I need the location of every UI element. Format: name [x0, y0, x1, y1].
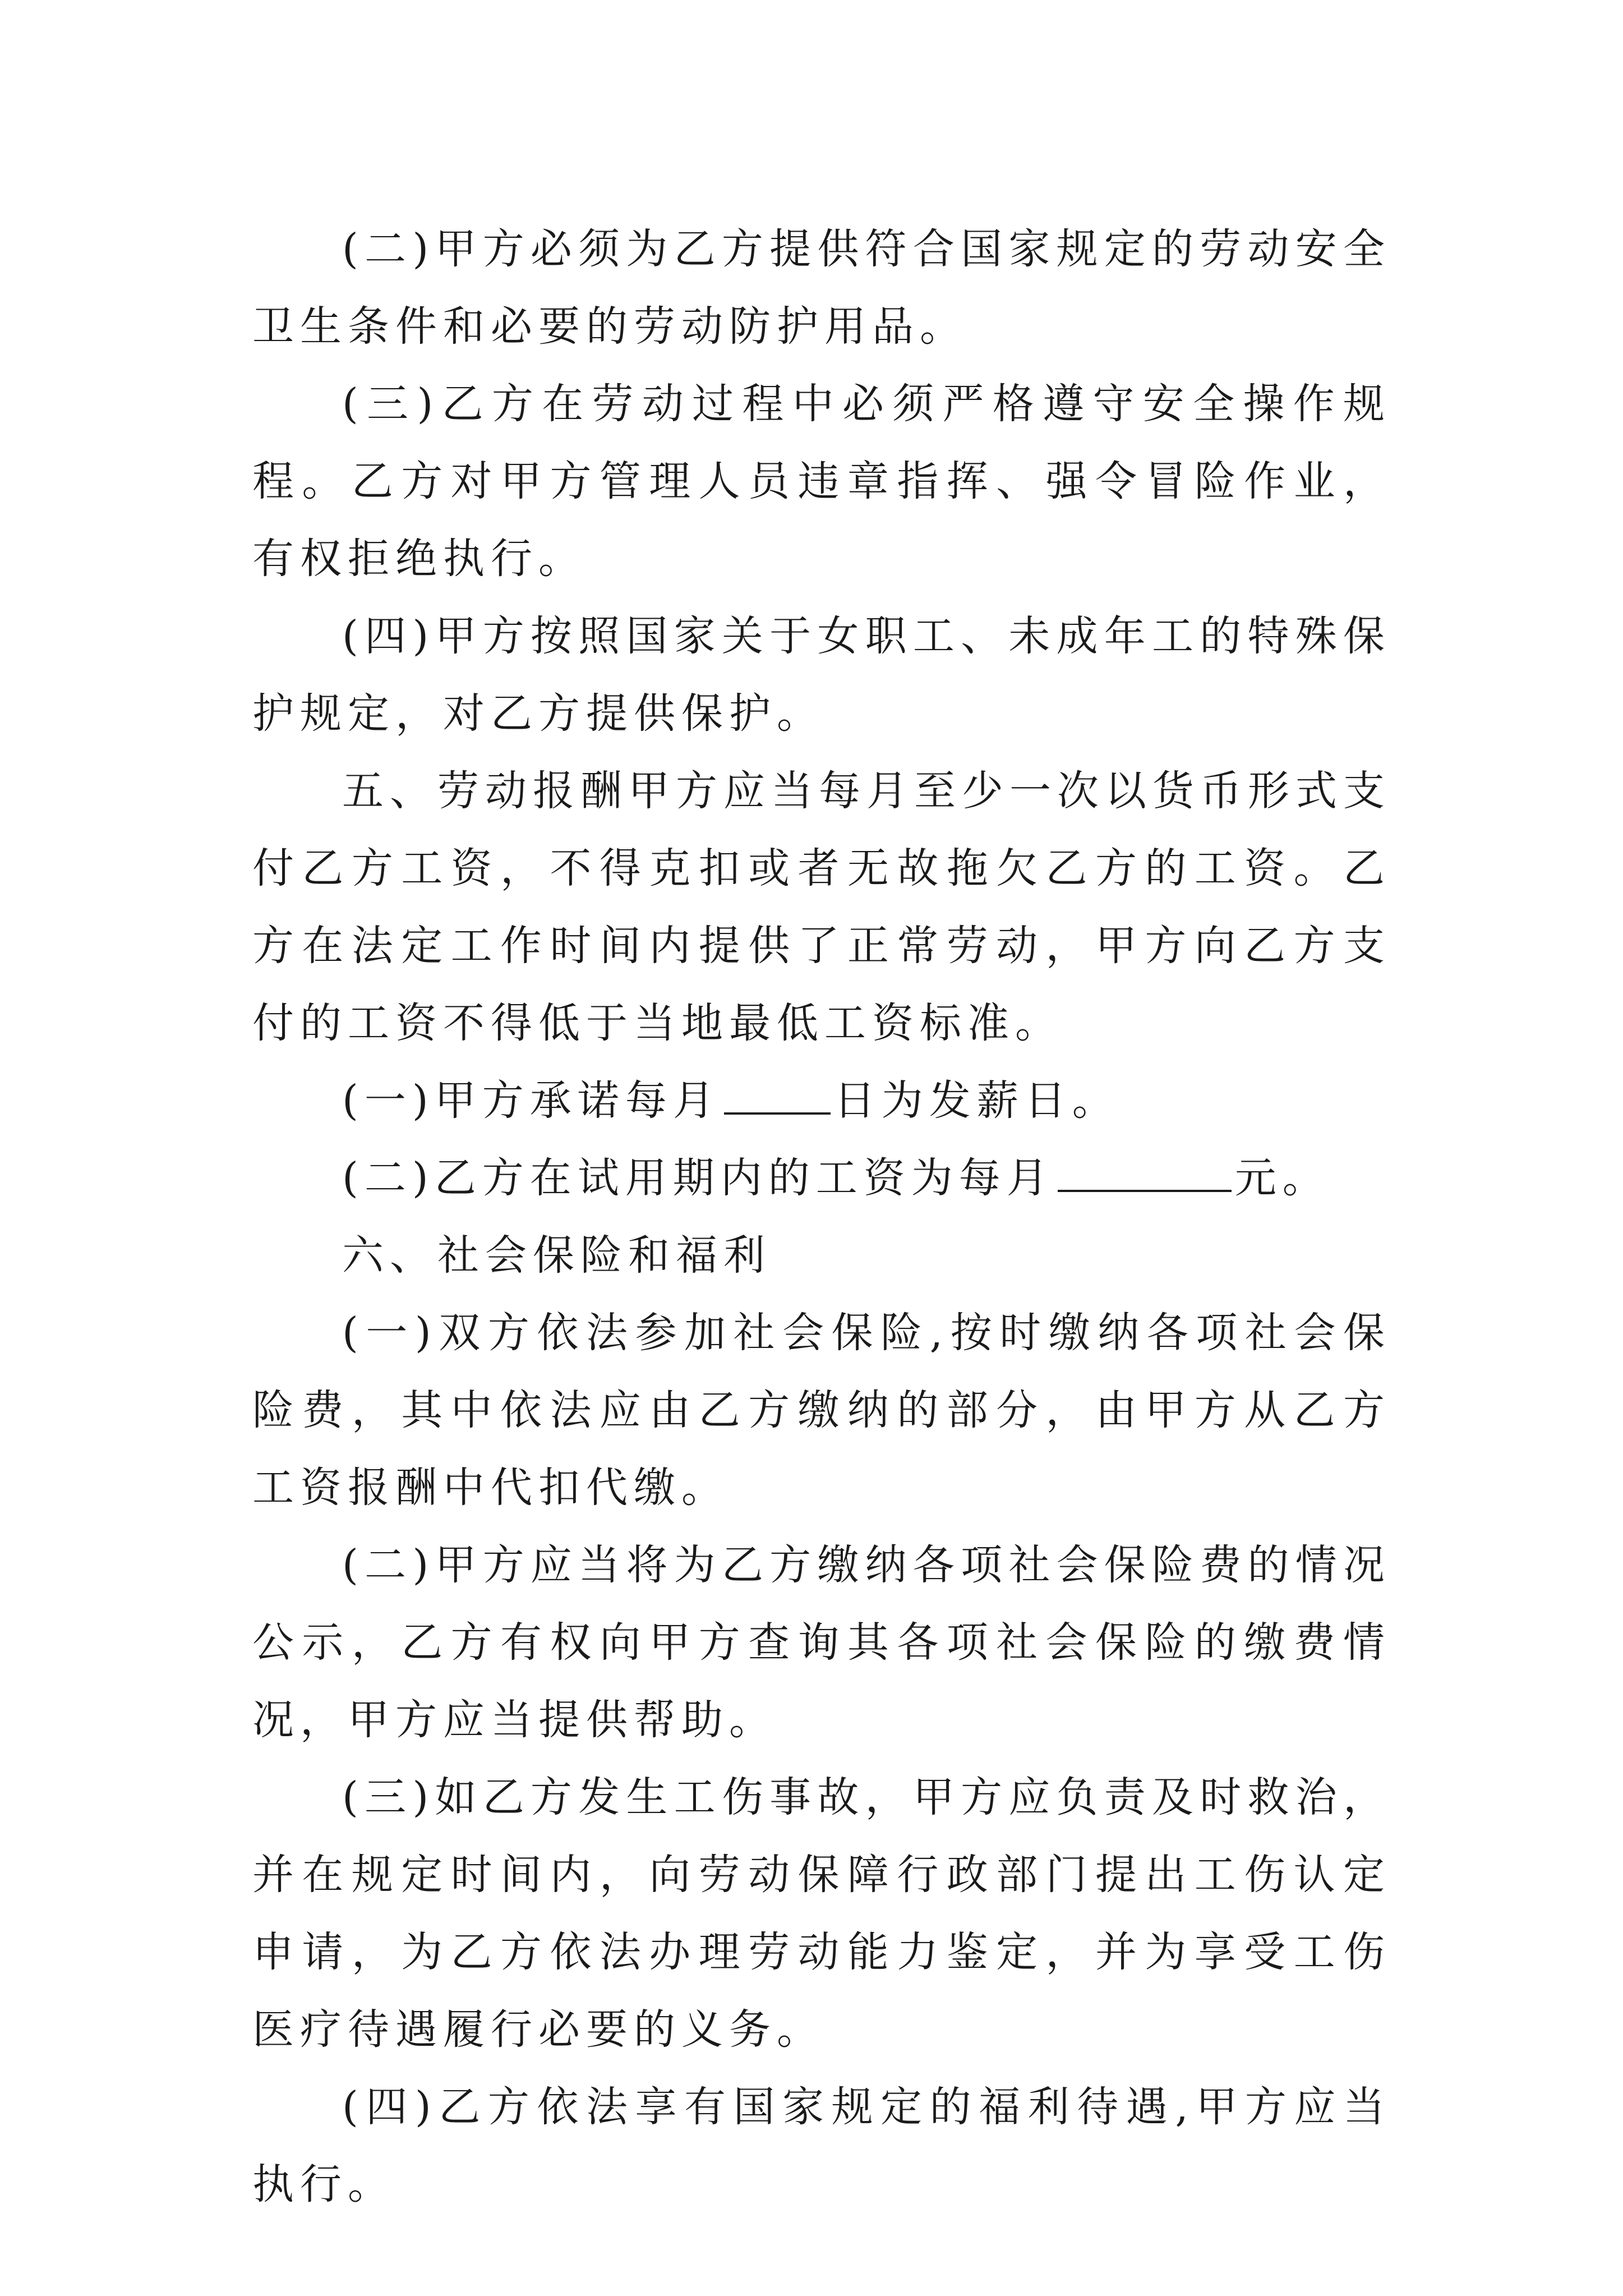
clause-6-2: (二)甲方应当将为乙方缴纳各项社会保险费的情况公示，乙方有权向甲方查询其各项社会保险的缴费情况，甲方应当提供帮助。	[252, 1541, 1391, 1744]
clause-5-2-text-after: 元。	[1234, 1154, 1330, 1202]
payday-blank-field[interactable]	[724, 1073, 831, 1115]
clause-5-2-text-before: (二)乙方在试用期内的工资为每月	[342, 1154, 1054, 1202]
clause-6-4: (四)乙方依法享有国家规定的福利待遇,甲方应当执行。	[252, 2083, 1391, 2208]
probation-wage-blank-field[interactable]	[1058, 1151, 1232, 1192]
clause-5-1-text-after: 日为发薪日。	[833, 1076, 1120, 1125]
clause-5-2-probation-wage	[252, 1139, 1391, 1217]
clause-4-2: (二)甲方必须为乙方提供符合国家规定的劳动安全卫生条件和必要的劳动防护用品。	[252, 225, 1391, 351]
clause-4-4: (四)甲方按照国家关于女职工、未成年工的特殊保护规定，对乙方提供保护。	[252, 612, 1391, 738]
clause-5-1-payday	[252, 1062, 1391, 1139]
section-6-heading: 六、社会保险和福利	[342, 1231, 771, 1280]
clause-5-1-text-before: (一)甲方承诺每月	[342, 1076, 721, 1125]
section-5-labor-remuneration: 五、劳动报酬甲方应当每月至少一次以货币形式支付乙方工资，不得克扣或者无故拖欠乙方的工资。乙方在法定工作时间内提供了正常劳动，甲方向乙方支付的工资不得低于当地最低工资标准。	[252, 767, 1391, 1047]
clause-6-3: (三)如乙方发生工伤事故，甲方应负责及时救治，并在规定时间内，向劳动保障行政部门提出工伤认定申请，为乙方依法办理劳动能力鉴定，并为享受工伤医疗待遇履行必要的义务。	[252, 1773, 1391, 2054]
clause-6-1: (一)双方依法参加社会保险,按时缴纳各项社会保险费，其中依法应由乙方缴纳的部分，由甲方从乙方工资报酬中代扣代缴。	[252, 1309, 1391, 1512]
document-page	[252, 210, 1391, 2223]
clause-4-3: (三)乙方在劳动过程中必须严格遵守安全操作规程。乙方对甲方管理人员违章指挥、强令冒险作业，有权拒绝执行。	[252, 380, 1391, 583]
